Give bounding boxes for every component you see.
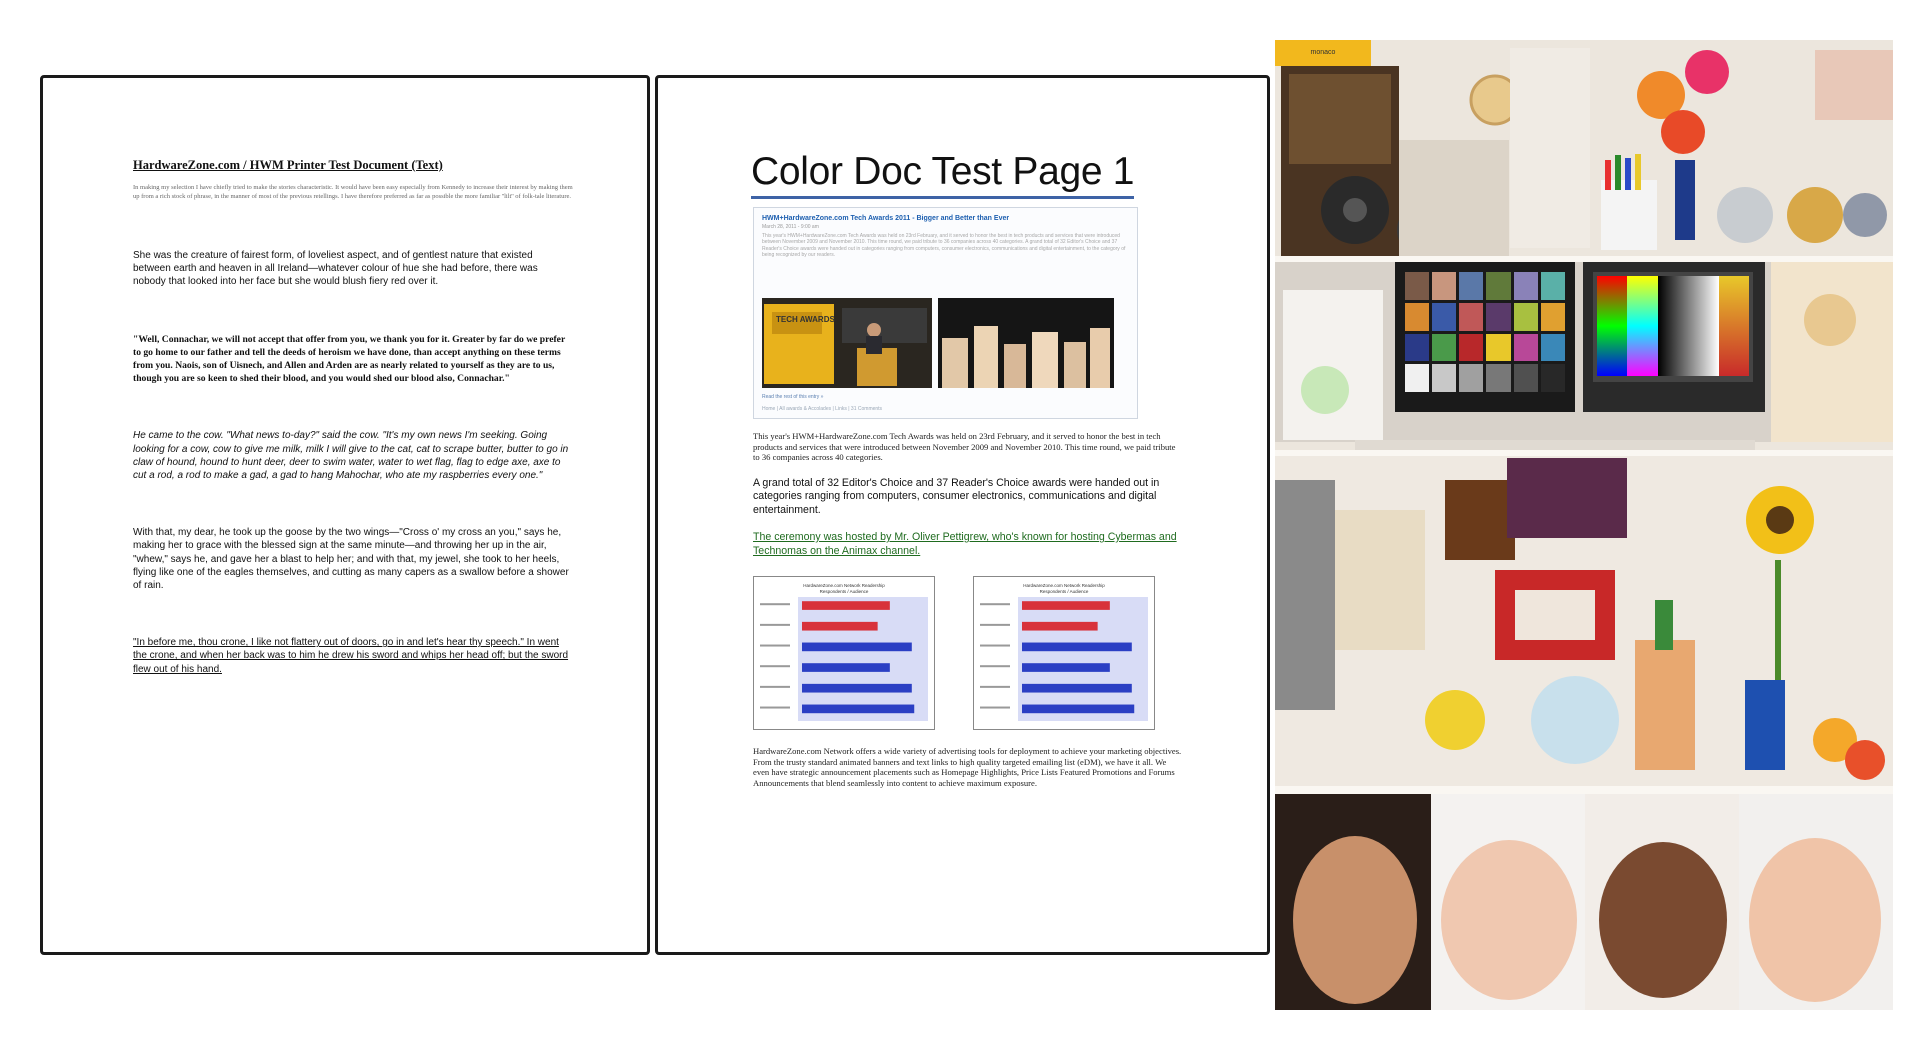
bar-chart-left — [753, 576, 935, 730]
color-swatch — [1405, 303, 1429, 331]
monaco-label: monaco — [1275, 40, 1371, 66]
color-swatch — [1514, 303, 1538, 331]
color-swatch — [1541, 364, 1565, 392]
article-date: March 28, 2011 - 9:00 am — [762, 224, 819, 230]
color-swatch — [1541, 272, 1565, 300]
page1-intro: In making my selection I have chiefly tried to make the stories characteristic. It would have been easy especially from Kennedy to increase their interest by making them up from a rich stock of phrase, in the manner of most of the previous retellings. I have therefore preferred as far as possible the more familiar ''lilt'' of folk-tale literature. — [133, 184, 573, 200]
color-swatch — [1459, 272, 1483, 300]
mini-chart-category-label — [760, 645, 790, 647]
mini-chart-category-label — [980, 686, 1010, 688]
mini-chart-bar — [1022, 663, 1110, 672]
page2-sans-paragraph: A grand total of 32 Editor's Choice and 37 Reader's Choice awards were handed out in categories ranging from computers, consumer electronics, communications and digital entertainment. — [753, 476, 1160, 516]
still-life-shelves — [1275, 40, 1893, 1010]
color-swatch — [1514, 364, 1538, 392]
article-photos — [762, 298, 1117, 388]
mini-chart-bar — [1022, 601, 1110, 610]
article-footer-links: Home | All awards & Accolades | Links | 31 Comments — [762, 406, 883, 412]
color-swatch — [1514, 272, 1538, 300]
mini-chart-subtitle: Respondents / Audience — [819, 589, 869, 595]
page1-paragraph-1: She was the creature of fairest form, of loveliest aspect, and of gentlest nature that existed between earth and heaven in all Ireland—whatever colour of hue she had before, there was nobody that looked into her face but she would blush fiery red over it. — [133, 250, 538, 288]
color-checker-chart — [1405, 272, 1565, 392]
color-swatch — [1514, 334, 1538, 362]
page2-title: Color Doc Test Page 1 — [751, 150, 1134, 199]
color-swatch — [1459, 303, 1483, 331]
article-headline: HWM+HardwareZone.com Tech Awards 2011 - Bigger and Better than Ever — [762, 215, 1010, 222]
mini-chart-title: HardwareZone.com Network Readership — [1023, 583, 1105, 589]
color-swatch — [1432, 334, 1456, 362]
color-swatch — [1486, 272, 1510, 300]
article-screenshot — [753, 207, 1138, 419]
color-swatch — [1486, 364, 1510, 392]
color-swatch — [1541, 334, 1565, 362]
mini-chart-category-label — [980, 707, 1010, 709]
mini-chart-category-label — [980, 665, 1010, 667]
color-swatch — [1486, 303, 1510, 331]
mini-charts — [753, 576, 1183, 734]
mini-bar-chart-svg — [754, 577, 934, 729]
article-read-more-link: Read the rest of this entry » — [762, 394, 824, 400]
mini-chart-plot-area — [798, 597, 928, 721]
mini-chart-bar — [802, 643, 912, 652]
mini-chart-subtitle: Respondents / Audience — [1039, 589, 1089, 595]
mini-chart-category-label — [980, 603, 1010, 605]
mini-chart-bar — [1022, 684, 1132, 693]
color-swatch — [1541, 303, 1565, 331]
page1-paragraph-2: "Well, Connachar, we will not accept that offer from you, we thank you for it. Greater by far do we prefer to go home to our father and tell the deeds of heroism we have done, than accept anything on these terms from you. Naois, son of Uisnech, and Allen and Arden are as nearly related to yourself as they are to us, though you are so keen to shed their blood, and you would shed our blood also, Connachar." — [133, 333, 566, 385]
mini-chart-category-label — [760, 665, 790, 667]
bar-chart-right — [973, 576, 1155, 730]
color-test-page — [655, 75, 1270, 955]
mini-chart-bar — [802, 663, 890, 672]
color-swatch — [1459, 364, 1483, 392]
mini-chart-category-label — [760, 603, 790, 605]
color-swatch — [1405, 364, 1429, 392]
mini-chart-plot-area — [1018, 597, 1148, 721]
mini-chart-title: HardwareZone.com Network Readership — [803, 583, 885, 589]
color-reference-photo — [1275, 40, 1893, 1010]
mini-chart-bar — [1022, 622, 1098, 631]
page2-serif-paragraph-1: This year's HWM+HardwareZone.com Tech Awards was held on 23rd February, and it served to honor the best in tech products and services that were introduced between November 2009 and November 2010. This time round, we paid tribute to 36 companies across 40 categories. — [753, 431, 1176, 463]
color-swatch — [1432, 303, 1456, 331]
award-banner-text: TECH AWARDS — [776, 315, 835, 324]
award-stage-photo — [762, 298, 932, 388]
article-body: This year's HWM+HardwareZone.com Tech Awards was held on 23rd February, and it served to honor the best in tech products and services that were introduced between November 2009 and November 2010. This time round, we paid tribute to 36 companies across 40 categories. A grand total of 32 Editor's Choice and 37 Reader's Choice awards were handed out in categories ranging from computers, consumer electronics, communications and digital entertainment, to the category of being recognized by our readers. — [762, 233, 1126, 259]
mini-chart-category-label — [980, 645, 1010, 647]
mini-chart-category-label — [760, 707, 790, 709]
color-swatch — [1405, 272, 1429, 300]
mini-chart-bar — [1022, 705, 1134, 714]
mini-chart-category-label — [760, 686, 790, 688]
mini-chart-bar — [802, 622, 878, 631]
mini-chart-bar — [1022, 643, 1132, 652]
award-trophies-photo — [938, 298, 1114, 388]
color-swatch — [1486, 334, 1510, 362]
gradient-strip-chart — [1597, 276, 1749, 376]
color-swatch — [1459, 334, 1483, 362]
mini-chart-bar — [802, 601, 890, 610]
mini-chart-bar — [802, 684, 912, 693]
color-swatch — [1405, 334, 1429, 362]
text-test-page — [40, 75, 650, 955]
mini-chart-category-label — [760, 624, 790, 626]
mini-chart-category-label — [980, 624, 1010, 626]
page1-paragraph-4: With that, my dear, he took up the goose by the two wings—"Cross o' my cross an you," says he, making her to grace with the blessed sign at the same minute—and throwing her up in the air, "whew," says he, and gave her a blast to help her; and with that, my jewel, she took to her heels, flying like one of the eagles themselves, and cutting as many capers as a swallow before a shower of rain. — [133, 527, 569, 592]
mini-chart-bar — [802, 705, 914, 714]
page2-green-paragraph: The ceremony was hosted by Mr. Oliver Pettigrew, who's known for hosting Cybermas and Technomas on the Animax channel. — [753, 531, 1177, 557]
color-swatch — [1432, 272, 1456, 300]
page1-paragraph-3: He came to the cow. "What news to-day?" said the cow. "It's my own news I'm seeking. Going looking for a cow, cow to give me milk, milk I will give to the cat, cat to scrape butter, butter to go in claw of hound, hound to hunt deer, deer to swim water, water to wet flag, flag to edge axe, axe to cut a rod, a rod to make a gad, a gad to hang Mahochar, who ate my raspberries every one." — [133, 430, 569, 482]
page1-title: HardwareZone.com / HWM Printer Test Document (Text) — [133, 158, 443, 172]
page1-paragraph-5: "In before me, thou crone, I like not flattery out of doors, go in and let's hear thy speech." In went the crone, and when her back was to him he drew his sword and whips her head off; but the sword flew out of his hand. — [133, 637, 569, 675]
color-swatch — [1432, 364, 1456, 392]
page2-serif-paragraph-2: HardwareZone.com Network offers a wide variety of advertising tools for deployment to achieve your marketing objectives. From the trusty standard animated banners and text links to high quality targeted emailing list (eDM), we have it all. We even have strategic announcement placements such as Homepage Highlights, Price Lists Featured Promotions and Forums Announcements that blend seamlessly into content to achieve maximum exposure. — [753, 746, 1182, 788]
mini-bar-chart-svg — [974, 577, 1154, 729]
